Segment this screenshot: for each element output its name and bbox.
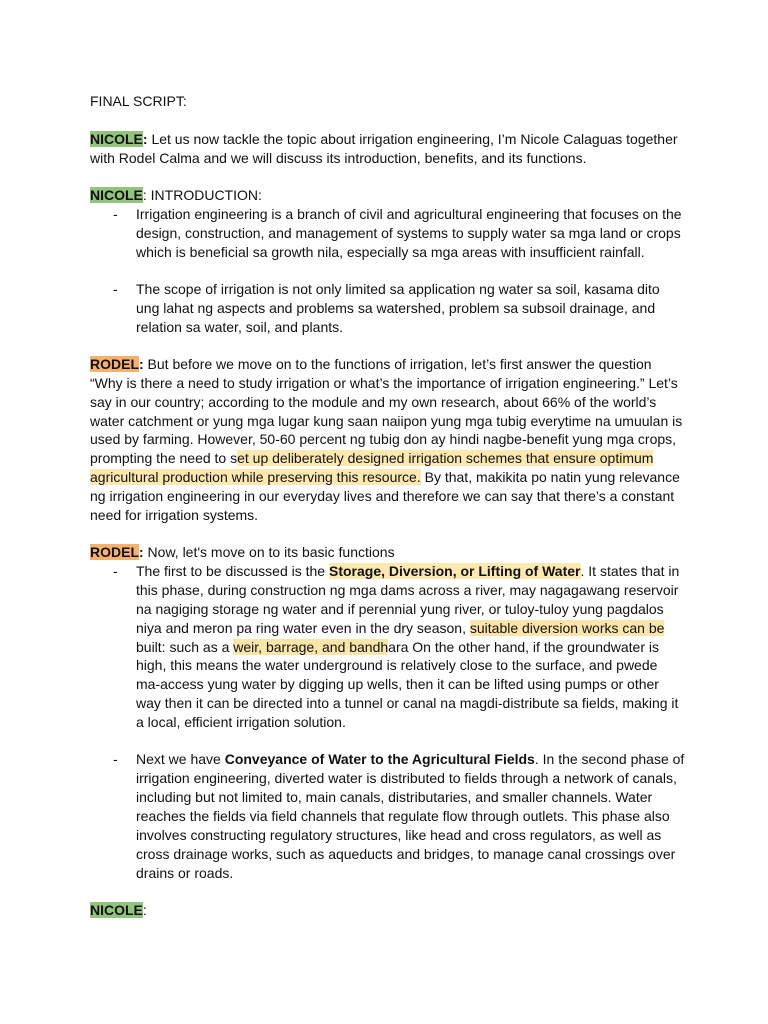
text-highlight: et up deliberately designed irrigation schemes that ensure optimum	[237, 450, 654, 466]
paragraph-rodel-line: water catchment or yung mga lugar kung saan naiipon yung mga tubig everytime na umuulan is	[90, 413, 683, 429]
paragraph-rodel-line: say in our country; according to the module and my own research, about 66% of the world’s	[90, 394, 657, 410]
list-item-line: including but not limited to, main canals, distributaries, and smaller channels. Water	[136, 789, 653, 805]
list-item-line: cross drainage works, such as aqueducts and bridges, to manage canal crossings over	[136, 846, 676, 862]
paragraph-rodel-line: ng irrigation engineering in our everyday lives and therefore we can say that there’s a constant	[90, 488, 675, 504]
list-item-line: way then it can be directed into a tunnel or canal na magdi-distribute sa fields, making it	[136, 695, 679, 711]
list-item-line: involves constructing regulatory structures, like head and cross regulators, as well as	[136, 827, 662, 843]
list-item-line: ung lahat ng aspects and problems sa watershed, problem sa subsoil drainage, and	[136, 300, 656, 316]
list-item-line: na nagiging storage ng water and if perennial yung river, or tuloy-tuloy yung pagdalos	[136, 601, 664, 617]
list-item-line: irrigation engineering, diverted water is distributed to fields through a network of canals,	[136, 770, 677, 786]
list-item-line: relation sa water, soil, and plants.	[136, 319, 344, 335]
text-highlight: Storage, Diversion, or Lifting of Water	[328, 563, 581, 579]
list-item-line: which is beneficial sa growth nila, especially sa mga areas with insufficient rainfall.	[136, 244, 645, 260]
paragraph-rodel-line: need for irrigation systems.	[90, 507, 259, 523]
text-highlight: agricultural production while preserving this resource.	[90, 469, 421, 485]
list-item-line: reaches the fields via field channels that regulate flow through outlets. This phase also	[136, 808, 670, 824]
list-item-line: niya and meron pa ring water even in the dry season, suitable diversion works can be	[136, 620, 665, 636]
paragraph-intro-line-2: with Rodel Calma and we will discuss its introduction, benefits, and its functions.	[90, 150, 587, 166]
list-bullet: -	[113, 206, 118, 222]
speaker-label-nicole: NICOLE	[90, 902, 143, 918]
list-item-line: Next we have Conveyance of Water to the Agricultural Fields. In the second phase of	[136, 751, 685, 767]
list-item-line: design, construction, and management of systems to supply water sa mga land or crops	[136, 225, 681, 241]
list-bullet: -	[113, 281, 118, 297]
list-item-line: The scope of irrigation is not only limited sa application ng water sa soil, kasama dito	[136, 281, 660, 297]
paragraph-rodel-line: prompting the need to set up deliberately designed irrigation schemes that ensure optimum	[90, 450, 654, 466]
list-item-line: this phase, during construction ng mga dams across a river, may nagagawang reservoir	[136, 582, 679, 598]
speaker-label-nicole: NICOLE	[90, 131, 143, 147]
speaker-label-rodel: RODEL	[90, 356, 139, 372]
list-item-line: The first to be discussed is the Storage, Diversion, or Lifting of Water. It states that in	[136, 563, 680, 579]
paragraph-rodel-line-1: RODEL: But before we move on to the functions of irrigation, let’s first answer the question	[90, 356, 652, 372]
list-item-line: built: such as a weir, barrage, and bandhara On the other hand, if the groundwater is	[136, 639, 660, 655]
section-heading-introduction: NICOLE: INTRODUCTION:	[90, 187, 262, 203]
paragraph-nicole-start: NICOLE:	[90, 902, 147, 918]
paragraph-intro-line-1: NICOLE: Let us now tackle the topic about irrigation engineering, I’m Nicole Calaguas together	[90, 131, 678, 147]
document-title: FINAL SCRIPT:	[90, 93, 187, 109]
list-item-line: high, this means the water underground is relatively close to the surface, and pwede	[136, 657, 658, 673]
paragraph-rodel-line: agricultural production while preserving this resource. By that, makikita po natin yung relevance	[90, 469, 680, 485]
list-bullet: -	[113, 563, 118, 579]
speaker-label-nicole: NICOLE	[90, 187, 143, 203]
section-heading-functions: RODEL: Now, let's move on to its basic functions	[90, 544, 395, 560]
speaker-label-rodel: RODEL	[90, 544, 139, 560]
list-item-line: drains or roads.	[136, 865, 234, 881]
list-bullet: -	[113, 751, 118, 767]
paragraph-rodel-line: used by farming. However, 50-60 percent ng tubig don ay hindi nagbe-benefit yung mga crops,	[90, 431, 677, 447]
paragraph-rodel-line: “Why is there a need to study irrigation or what’s the importance of irrigation engineering.” Let’s	[90, 375, 678, 391]
list-item-line: Irrigation engineering is a branch of civil and agricultural engineering that focuses on the	[136, 206, 682, 222]
list-item-line: a local, efficient irrigation solution.	[136, 714, 346, 730]
text-highlight: weir, barrage, and bandh	[233, 639, 389, 655]
list-item-line: ma-access yung water by digging up wells, then it can be lifted using pumps or other	[136, 676, 659, 692]
text-highlight: suitable diversion works can be	[469, 620, 665, 636]
